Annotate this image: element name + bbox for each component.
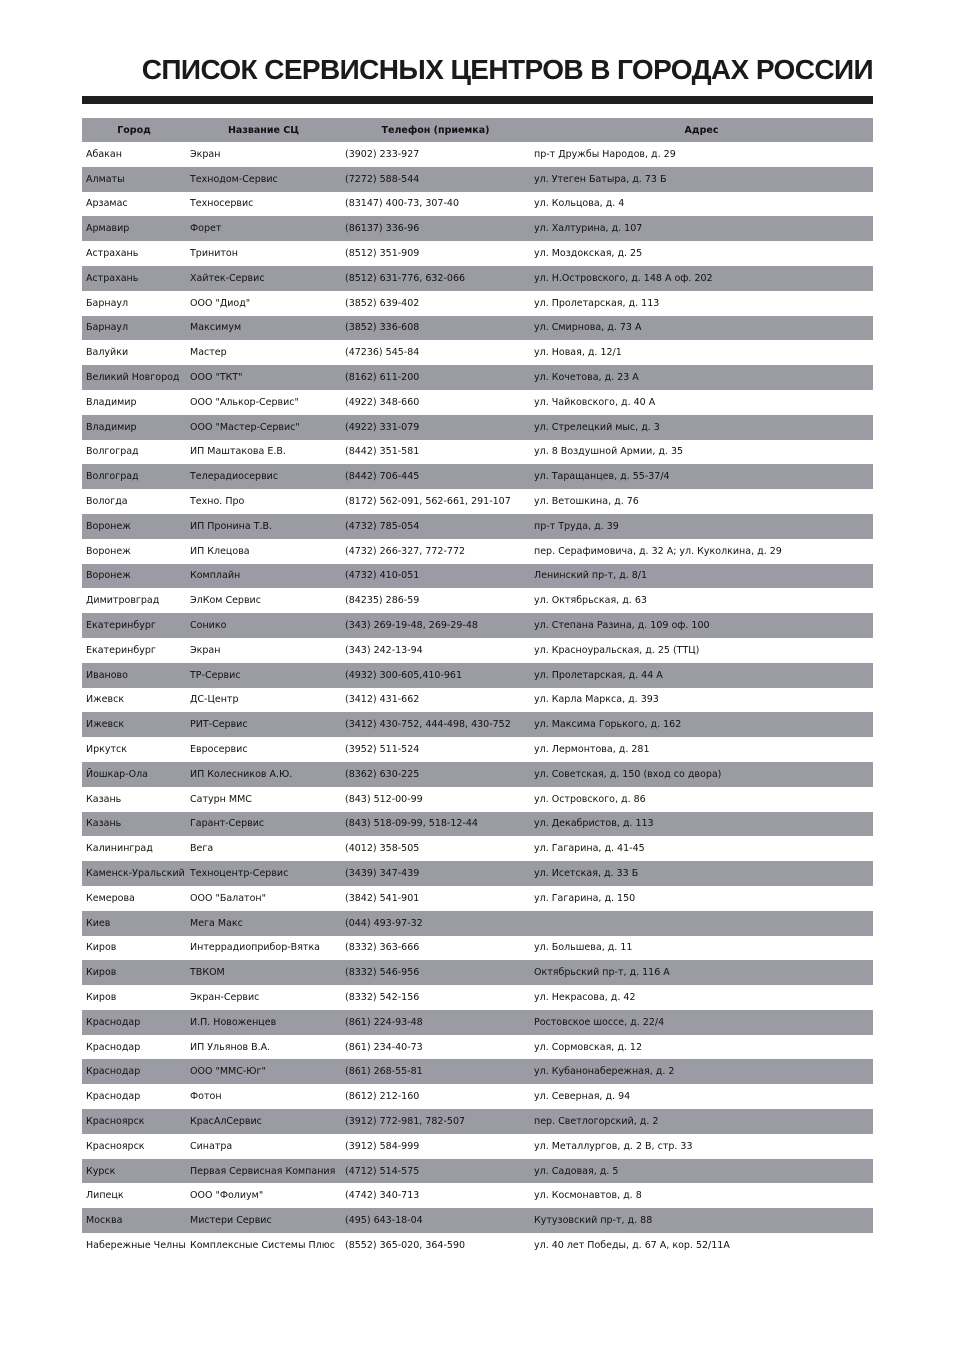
cell-address: Октябрьский пр-т, д. 116 А	[530, 960, 873, 985]
table-row	[82, 1134, 873, 1159]
cell-city: Липецк	[86, 1190, 124, 1202]
table-row	[82, 291, 873, 316]
cell-name: Комплайн	[186, 564, 341, 589]
cell-phone: (861) 234-40-73	[345, 1041, 423, 1053]
table-row	[82, 1084, 873, 1109]
cell-name: Экран-Сервис	[190, 991, 260, 1003]
table-row	[82, 812, 873, 837]
table-row	[82, 985, 873, 1010]
cell-address: ул. Ветошкина, д. 76	[534, 496, 639, 508]
cell-name: ИП Маштакова Е.В.	[190, 446, 286, 458]
cell-phone: (8162) 611-200	[341, 365, 530, 390]
cell-city: Киров	[86, 942, 117, 954]
cell-address: ул. 8 Воздушной Армии, д. 35	[534, 446, 684, 458]
cell-phone: (8332) 363-666	[345, 942, 420, 954]
cell-city: Краснодар	[86, 1091, 141, 1103]
cell-name: Мастер	[190, 347, 227, 359]
table-row	[82, 514, 873, 539]
cell-phone: (3902) 233-927	[345, 148, 420, 160]
cell-name: Телерадиосервис	[186, 464, 341, 489]
cell-phone: (3912) 772-981, 782-507	[341, 1109, 530, 1134]
cell-city: Ижевск	[82, 712, 186, 737]
cell-name: КрасАлСервис	[186, 1109, 341, 1134]
table-row	[82, 1059, 873, 1084]
cell-city: Краснодар	[82, 1059, 186, 1084]
cell-phone: (843) 518-09-99, 518-12-44	[341, 812, 530, 837]
cell-address: ул. Утеген Батыра, д. 73 Б	[530, 167, 873, 192]
cell-city: Иваново	[82, 663, 186, 688]
cell-address	[530, 911, 873, 936]
cell-city: Алматы	[82, 167, 186, 192]
cell-name: ИП Ульянов В.А.	[190, 1041, 271, 1053]
cell-city: Краснодар	[82, 1010, 186, 1035]
cell-address: ул. Декабристов, д. 113	[530, 812, 873, 837]
cell-city: Москва	[82, 1208, 186, 1233]
cell-city: Красноярск	[86, 1140, 145, 1152]
cell-name: РИТ-Сервис	[186, 712, 341, 737]
table-row	[82, 167, 873, 192]
table-row	[82, 1159, 873, 1184]
table-row	[82, 1208, 873, 1233]
cell-address: ул. Гагарина, д. 150	[534, 892, 636, 904]
service-centers-table	[82, 118, 873, 1258]
cell-city: Киров	[86, 991, 117, 1003]
cell-name: И.П. Новоженцев	[186, 1010, 341, 1035]
cell-address: ул. Таращанцев, д. 55-37/4	[530, 464, 873, 489]
cell-name: ЭлКом Сервис	[190, 595, 261, 607]
cell-name: ТР-Сервис	[186, 663, 341, 688]
table-row	[82, 1183, 873, 1208]
cell-name: ООО "Мастер-Сервис"	[186, 415, 341, 440]
table-row	[82, 911, 873, 936]
cell-phone: (4932) 300-605,410-961	[341, 663, 530, 688]
cell-phone: (7272) 588-544	[341, 167, 530, 192]
table-row	[82, 415, 873, 440]
cell-address: ул. Кочетова, д. 23 А	[530, 365, 873, 390]
table-row	[82, 588, 873, 613]
table-body	[82, 142, 873, 1258]
table-row	[82, 886, 873, 911]
cell-phone: (843) 512-00-99	[345, 793, 423, 805]
cell-city: Иркутск	[86, 744, 127, 756]
cell-city: Великий Новгород	[82, 365, 186, 390]
cell-address: ул. Максима Горького, д. 162	[530, 712, 873, 737]
cell-address: ул. Моздокская, д. 25	[534, 248, 643, 260]
cell-name: ИП Пронина Т.В.	[186, 514, 341, 539]
cell-phone: (84235) 286-59	[345, 595, 420, 607]
table-row	[82, 1010, 873, 1035]
table-row	[82, 861, 873, 886]
cell-address: Ростовское шоссе, д. 22/4	[530, 1010, 873, 1035]
table-row	[82, 192, 873, 217]
cell-phone: (3439) 347-439	[341, 861, 530, 886]
cell-city: Набережные Челны	[86, 1239, 186, 1251]
cell-name: ООО "ММС-Юг"	[186, 1059, 341, 1084]
cell-name: Сатурн ММС	[190, 793, 252, 805]
table-row	[82, 241, 873, 266]
cell-city: Арзамас	[86, 198, 128, 210]
cell-address: ул. Чайковского, д. 40 А	[534, 396, 656, 408]
cell-name: Комплексные Системы Плюс	[190, 1239, 335, 1251]
column-header-name: Название СЦ	[186, 118, 341, 142]
cell-address: ул. Северная, д. 94	[534, 1091, 631, 1103]
cell-phone: (4922) 348-660	[345, 396, 420, 408]
cell-address: ул. Стрелецкий мыс, д. 3	[530, 415, 873, 440]
table-header-row	[82, 118, 873, 142]
cell-phone: (3412) 431-662	[345, 694, 420, 706]
cell-name: ООО "Алькор-Сервис"	[190, 396, 299, 408]
cell-phone: (044) 493-97-32	[341, 911, 530, 936]
cell-city: Воронеж	[82, 564, 186, 589]
cell-phone: (4732) 785-054	[341, 514, 530, 539]
cell-address: ул. Островского, д. 86	[534, 793, 646, 805]
cell-phone: (47236) 545-84	[345, 347, 420, 359]
cell-address: ул. Садовая, д. 5	[530, 1159, 873, 1184]
table-row	[82, 787, 873, 812]
cell-name: Максимум	[186, 316, 341, 341]
cell-name: Синатра	[190, 1140, 233, 1152]
cell-city: Екатеринбург	[86, 644, 156, 656]
cell-address: ул. Лермонтова, д. 281	[534, 744, 650, 756]
table-row	[82, 936, 873, 961]
table-row	[82, 712, 873, 737]
table-row	[82, 688, 873, 713]
cell-name: ИП Колесников А.Ю.	[186, 762, 341, 787]
table-row	[82, 142, 873, 167]
cell-name: Экран	[190, 644, 221, 656]
cell-name: Фотон	[190, 1091, 222, 1103]
cell-address: пр-т Труда, д. 39	[530, 514, 873, 539]
column-header-phone: Телефон (приемка)	[341, 118, 530, 142]
cell-city: Валуйки	[86, 347, 129, 359]
cell-phone: (8442) 706-445	[341, 464, 530, 489]
cell-phone: (495) 643-18-04	[341, 1208, 530, 1233]
cell-phone: (8332) 542-156	[345, 991, 420, 1003]
table-row	[82, 340, 873, 365]
cell-address: ул. Некрасова, д. 42	[534, 991, 636, 1003]
cell-address: ул. Степана Разина, д. 109 оф. 100	[530, 613, 873, 638]
column-header-address: Адрес	[530, 118, 873, 142]
cell-city: Курск	[82, 1159, 186, 1184]
cell-name: Технодом-Сервис	[186, 167, 341, 192]
cell-phone: (343) 242-13-94	[345, 644, 423, 656]
table-row	[82, 316, 873, 341]
cell-phone: (4712) 514-575	[341, 1159, 530, 1184]
cell-address: ул. Кольцова, д. 4	[534, 198, 625, 210]
table-row	[82, 390, 873, 415]
cell-name: Форет	[186, 216, 341, 241]
cell-phone: (861) 268-55-81	[341, 1059, 530, 1084]
cell-city: Краснодар	[86, 1041, 141, 1053]
table-row	[82, 613, 873, 638]
cell-address: ул. Пролетарская, д. 113	[534, 297, 660, 309]
cell-address: ул. Красноуральская, д. 25 (ТТЦ)	[534, 644, 700, 656]
cell-city: Воронеж	[86, 545, 131, 557]
cell-address: Кутузовский пр-т, д. 88	[530, 1208, 873, 1233]
table-row	[82, 539, 873, 564]
table-row	[82, 960, 873, 985]
cell-phone: (861) 224-93-48	[341, 1010, 530, 1035]
table-row	[82, 266, 873, 291]
table-row	[82, 440, 873, 465]
table-row	[82, 1233, 873, 1258]
cell-address: ул. Карла Маркса, д. 393	[534, 694, 659, 706]
cell-name: ООО "ТКТ"	[186, 365, 341, 390]
cell-city: Владимир	[86, 396, 137, 408]
cell-address: ул. Советская, д. 150 (вход со двора)	[530, 762, 873, 787]
cell-phone: (8172) 562-091, 562-661, 291-107	[345, 496, 511, 508]
cell-name: ООО "Балатон"	[190, 892, 266, 904]
cell-city: Абакан	[86, 148, 122, 160]
cell-phone: (3852) 336-608	[341, 316, 530, 341]
cell-phone: (343) 269-19-48, 269-29-48	[341, 613, 530, 638]
cell-address: ул. Исетская, д. 33 Б	[530, 861, 873, 886]
cell-phone: (4742) 340-713	[345, 1190, 420, 1202]
cell-city: Йошкар-Ола	[82, 762, 186, 787]
table-row	[82, 1035, 873, 1060]
cell-name: Техноцентр-Сервис	[186, 861, 341, 886]
cell-name: Гарант-Сервис	[186, 812, 341, 837]
cell-name: Хайтек-Сервис	[186, 266, 341, 291]
cell-address: ул. 40 лет Победы, д. 67 А, кор. 52/11А	[534, 1239, 730, 1251]
cell-city: Екатеринбург	[82, 613, 186, 638]
cell-name: Техносервис	[190, 198, 254, 210]
cell-phone: (8512) 351-909	[345, 248, 420, 260]
cell-phone: (4732) 410-051	[341, 564, 530, 589]
cell-name: ООО "Фолиум"	[190, 1190, 264, 1202]
cell-city: Димитровград	[86, 595, 160, 607]
cell-phone: (4012) 358-505	[345, 843, 420, 855]
cell-city: Воронеж	[82, 514, 186, 539]
table-row	[82, 489, 873, 514]
cell-address: ул. Кубанонабережная, д. 2	[530, 1059, 873, 1084]
cell-name: Интеррадиоприбор-Вятка	[190, 942, 321, 954]
cell-address: пр-т Дружбы Народов, д. 29	[534, 148, 676, 160]
cell-phone: (8512) 631-776, 632-066	[341, 266, 530, 291]
table-row	[82, 762, 873, 787]
table-row	[82, 464, 873, 489]
cell-address: ул. Сормовская, д. 12	[534, 1041, 643, 1053]
cell-name: Мега Макс	[186, 911, 341, 936]
table-row	[82, 1109, 873, 1134]
cell-address: ул. Пролетарская, д. 44 А	[530, 663, 873, 688]
cell-name: Техно. Про	[190, 496, 245, 508]
cell-city: Киров	[82, 960, 186, 985]
cell-phone: (3952) 511-524	[345, 744, 420, 756]
cell-address: ул. Металлургов, д. 2 В, стр. 33	[534, 1140, 693, 1152]
cell-name: ТВКОМ	[186, 960, 341, 985]
cell-city: Астрахань	[86, 248, 139, 260]
cell-address: ул. Смирнова, д. 73 А	[530, 316, 873, 341]
cell-phone: (3842) 541-901	[345, 892, 420, 904]
cell-city: Каменск-Уральский	[82, 861, 186, 886]
cell-name: Тринитон	[190, 248, 238, 260]
cell-city: Казань	[82, 812, 186, 837]
cell-city: Армавир	[82, 216, 186, 241]
cell-address: ул. Гагарина, д. 41-45	[534, 843, 645, 855]
cell-city: Барнаул	[82, 316, 186, 341]
cell-city: Ижевск	[86, 694, 125, 706]
cell-city: Астрахань	[82, 266, 186, 291]
table-row	[82, 365, 873, 390]
page-title: СПИСОК СЕРВИСНЫХ ЦЕНТРОВ В ГОРОДАХ РОССИИ	[141, 54, 873, 85]
table-row	[82, 216, 873, 241]
cell-city: Калининград	[86, 843, 153, 855]
cell-city: Киев	[82, 911, 186, 936]
cell-city: Вологда	[86, 496, 128, 508]
table-row	[82, 663, 873, 688]
cell-city: Казань	[86, 793, 122, 805]
table-row	[82, 737, 873, 762]
cell-phone: (86137) 336-96	[341, 216, 530, 241]
cell-city: Волгоград	[86, 446, 139, 458]
cell-phone: (8362) 630-225	[341, 762, 530, 787]
cell-address: ул. Новая, д. 12/1	[534, 347, 622, 359]
cell-phone: (4922) 331-079	[341, 415, 530, 440]
cell-city: Владимир	[82, 415, 186, 440]
cell-phone: (8552) 365-020, 364-590	[345, 1239, 466, 1251]
cell-address: Ленинский пр-т, д. 8/1	[530, 564, 873, 589]
title-rule	[82, 96, 873, 104]
cell-address: пер. Серафимовича, д. 32 А; ул. Куколкина, д. 29	[534, 545, 782, 557]
cell-phone: (8442) 351-581	[345, 446, 420, 458]
cell-name: ИП Клецова	[190, 545, 250, 557]
cell-city: Кемерова	[86, 892, 135, 904]
cell-address: ул. Большева, д. 11	[534, 942, 633, 954]
cell-name: Вега	[190, 843, 214, 855]
table-row	[82, 638, 873, 663]
table-row	[82, 564, 873, 589]
cell-name: Евросервис	[190, 744, 248, 756]
cell-phone: (83147) 400-73, 307-40	[345, 198, 459, 210]
cell-city: Барнаул	[86, 297, 129, 309]
cell-name: Первая Сервисная Компания	[186, 1159, 341, 1184]
cell-phone: (4732) 266-327, 772-772	[345, 545, 466, 557]
cell-phone: (8332) 546-956	[341, 960, 530, 985]
cell-name: Мистери Сервис	[186, 1208, 341, 1233]
cell-phone: (3412) 430-752, 444-498, 430-752	[341, 712, 530, 737]
cell-address: ул. Халтурина, д. 107	[530, 216, 873, 241]
cell-phone: (8612) 212-160	[345, 1091, 420, 1103]
cell-city: Волгоград	[82, 464, 186, 489]
cell-address: ул. Октябрьская, д. 63	[534, 595, 647, 607]
cell-name: Сонико	[186, 613, 341, 638]
column-header-city: Город	[82, 118, 186, 142]
cell-city: Красноярск	[82, 1109, 186, 1134]
cell-name: ДС-Центр	[190, 694, 239, 706]
cell-name: Экран	[190, 148, 221, 160]
cell-address: ул. Н.Островского, д. 148 А оф. 202	[530, 266, 873, 291]
cell-address: пер. Светлогорский, д. 2	[530, 1109, 873, 1134]
cell-phone: (3912) 584-999	[345, 1140, 420, 1152]
cell-address: ул. Космонавтов, д. 8	[534, 1190, 642, 1202]
cell-phone: (3852) 639-402	[345, 297, 420, 309]
cell-name: ООО "Диод"	[190, 297, 251, 309]
table-row	[82, 836, 873, 861]
